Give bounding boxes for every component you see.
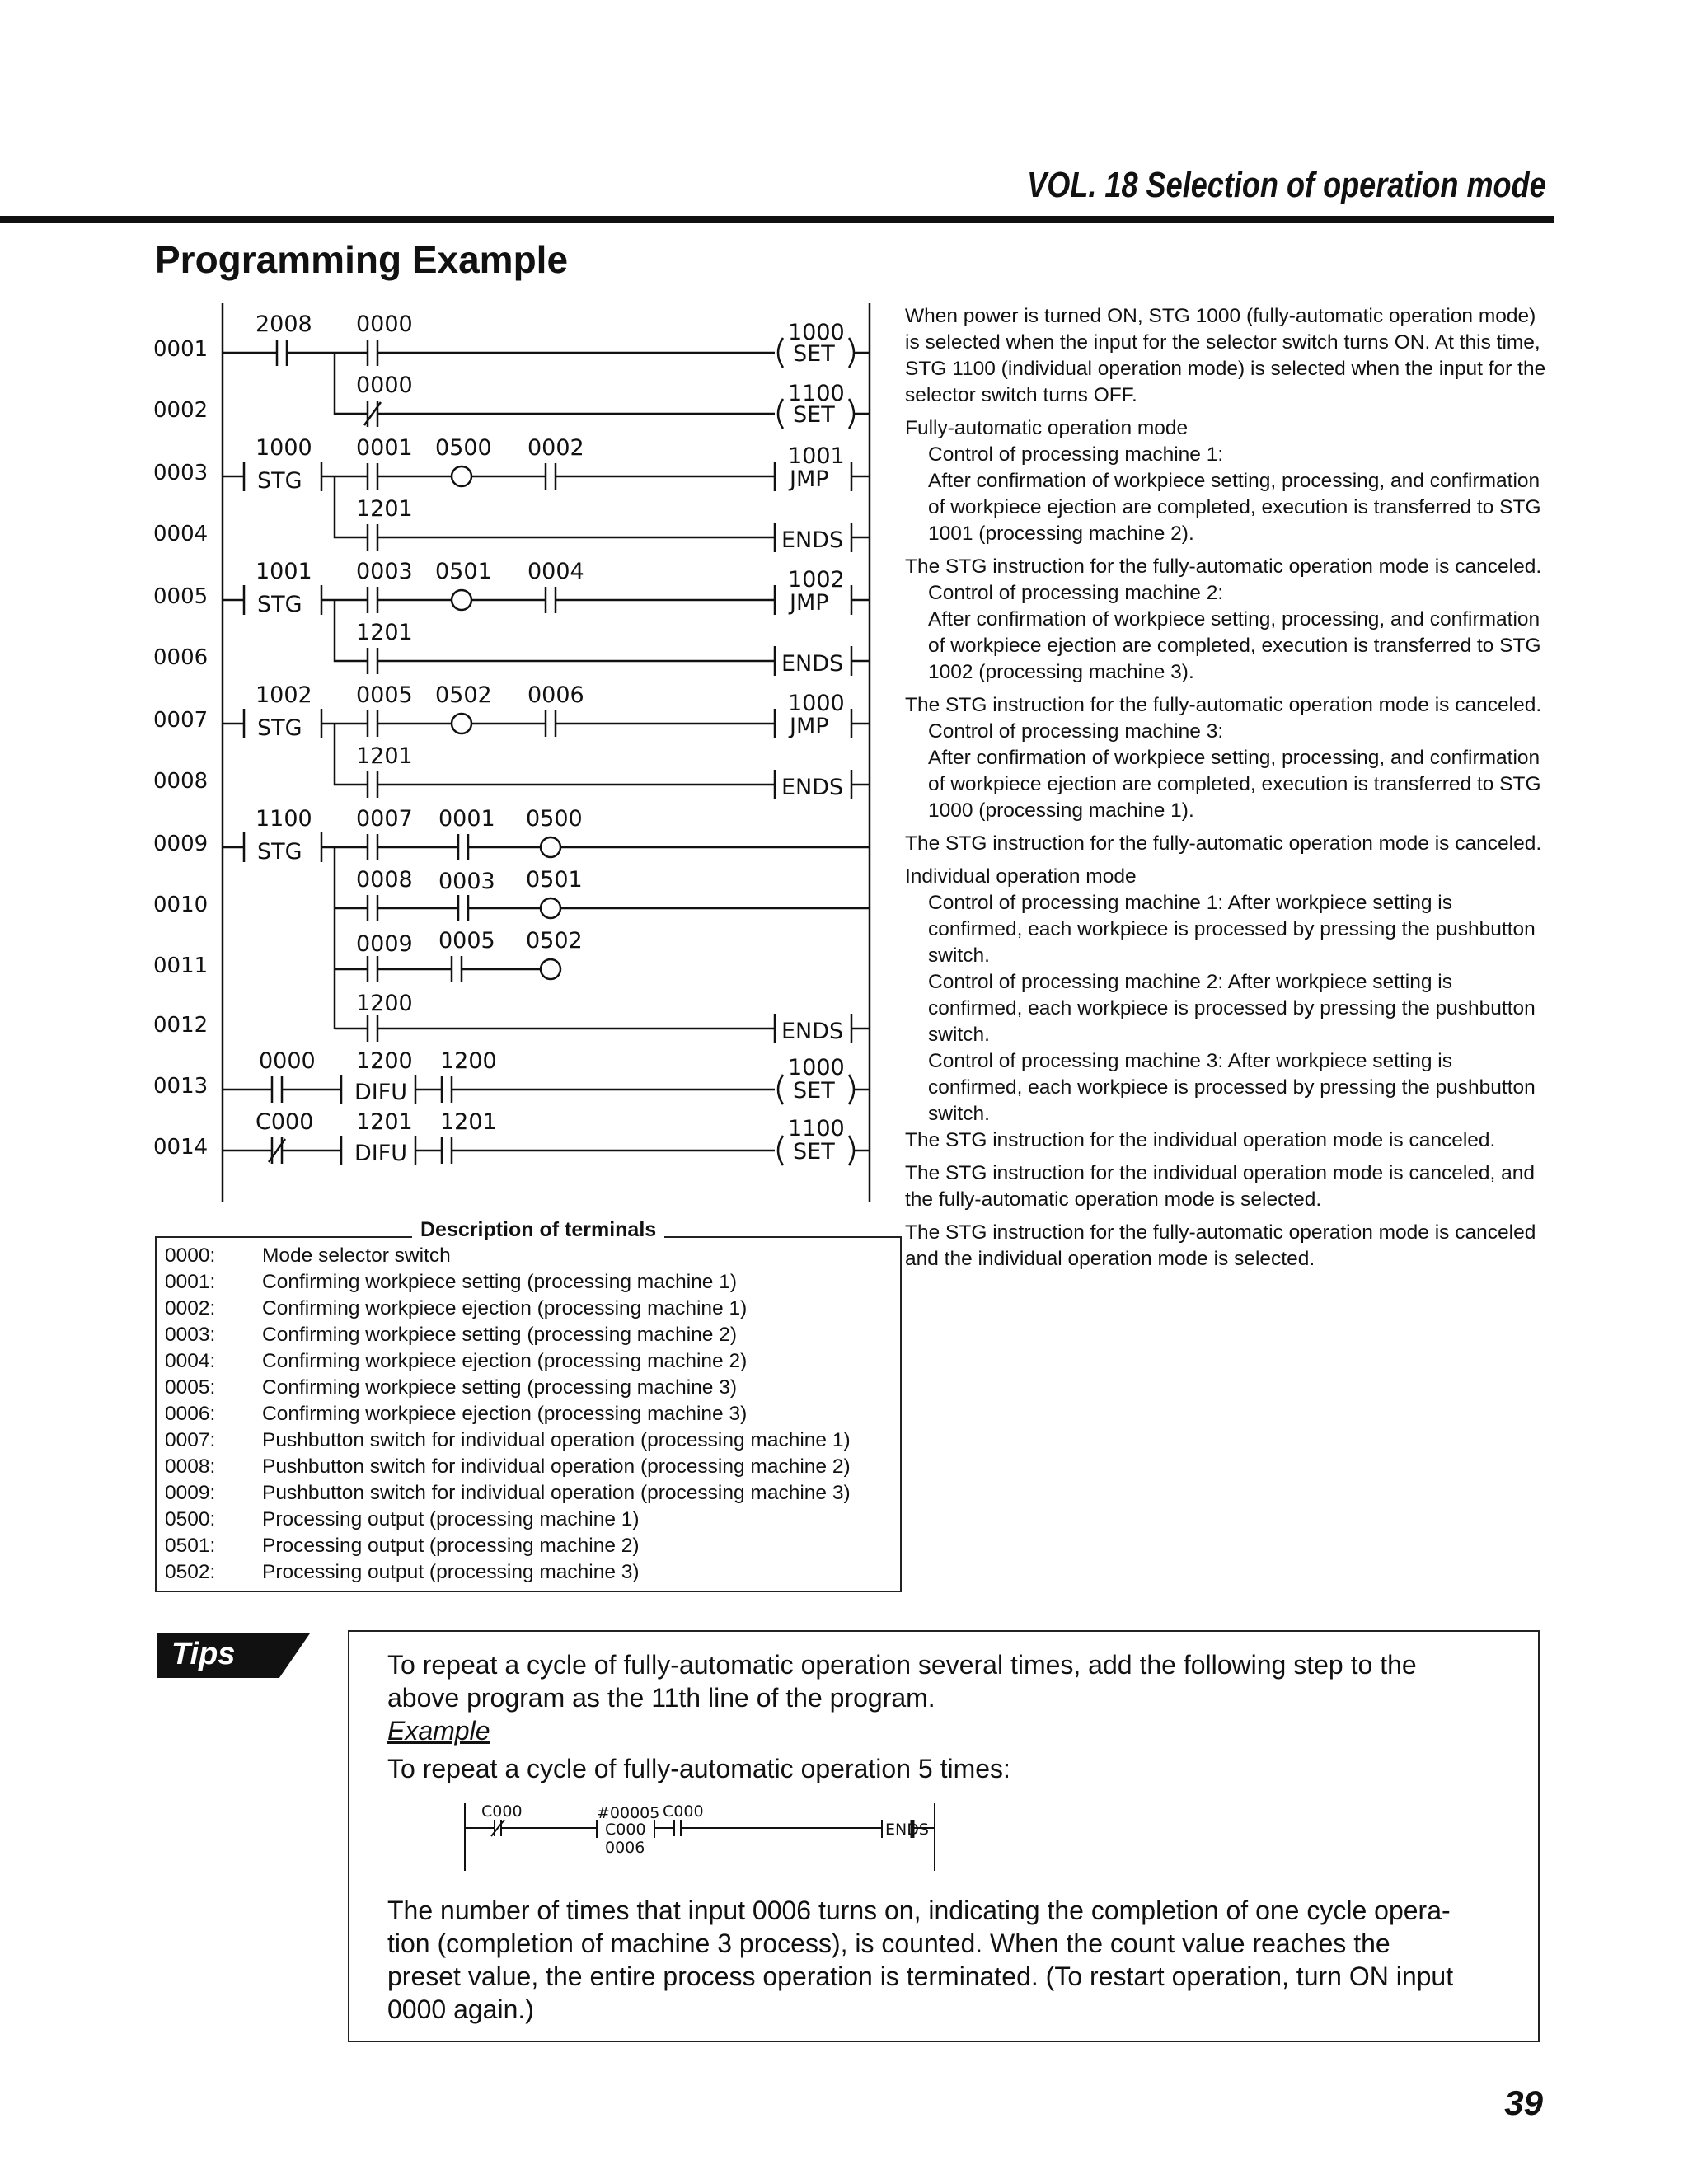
- output-instruction: JMP: [790, 466, 829, 492]
- explanation-text: Fully-automatic operation mode: [905, 417, 1189, 439]
- output-instruction: SET: [793, 1139, 835, 1165]
- tips-text: To repeat a cycle of fully-automatic operation 5 times:: [387, 1754, 1010, 1783]
- output-instruction: JMP: [790, 714, 829, 739]
- contact-label: 0007: [356, 806, 413, 832]
- terminal-desc: Pushbutton switch for individual operation (processing machine 3): [262, 1482, 851, 1504]
- coil-label: 0501: [526, 867, 583, 893]
- line-number: 0014: [153, 1135, 209, 1160]
- explanation-text: The STG instruction for the fully-automatic operation mode is canceled.: [905, 832, 1542, 855]
- contact-label: 0006: [528, 682, 584, 708]
- contact-label: 1200: [440, 1048, 497, 1074]
- stg-label: STG: [257, 592, 302, 617]
- line-number: 0010: [153, 893, 209, 917]
- terminal-row: [165, 1561, 640, 1584]
- terminal-code: 0500:: [165, 1508, 216, 1530]
- terminal-row: [165, 1244, 451, 1268]
- line-number: 0005: [153, 584, 209, 609]
- terminal-code: 0007:: [165, 1429, 216, 1451]
- contact-label: 0005: [438, 928, 495, 954]
- terminal-row: [165, 1350, 747, 1373]
- contact-label: 1201: [356, 496, 413, 522]
- terminal-code: 0008:: [165, 1455, 216, 1478]
- explanation-text: The STG instruction for the fully-automatic operation mode is canceled.: [905, 555, 1542, 578]
- contact-label: 1201: [440, 1109, 497, 1135]
- terminal-code: 0001:: [165, 1271, 216, 1293]
- terminal-desc: Confirming workpiece ejection (processing machine 2): [262, 1350, 748, 1372]
- contact-label: 0009: [356, 931, 413, 957]
- terminal-row: [165, 1376, 737, 1399]
- contact-label: 0001: [356, 435, 413, 461]
- ladder-diagram: [0, 0, 907, 1220]
- tips-counter-input: 0006: [605, 1839, 645, 1857]
- output-number: 1000: [788, 691, 845, 716]
- explanation-text: Control of processing machine 1: After workpiece setting is confirmed, each workpiece is processed by pressing the pushbutton switch.: [928, 892, 1536, 967]
- tips-contact-label: C000: [663, 1802, 704, 1821]
- contact-label: C000: [256, 1109, 314, 1135]
- line-number: 0006: [153, 645, 209, 670]
- tips-counter-preset: #00005: [597, 1804, 660, 1822]
- contact-label: 1201: [356, 620, 413, 645]
- terminal-row: [165, 1482, 851, 1505]
- explanation-text: The STG instruction for the fully-automatic operation mode is canceled and the individual operation mode is selected.: [905, 1221, 1536, 1270]
- contact-label: 0002: [528, 435, 584, 461]
- coil-label: 0500: [435, 435, 492, 461]
- explanation-text: Individual operation mode: [905, 865, 1137, 888]
- explanation-text: When power is turned ON, STG 1000 (fully-automatic operation mode) is selected when the input for the selector switch turns ON. At this time, STG 1100 (individual operation mode) is selected when the input for the selector switch turns OFF.: [905, 305, 1546, 406]
- line-number: 0013: [153, 1074, 209, 1099]
- explanation-text: Control of processing machine 2: After workpiece setting is confirmed, each workpiece is processed by pressing the pushbutton switch.: [928, 971, 1536, 1046]
- tips-label: Tips: [171, 1637, 236, 1671]
- terminal-desc: Processing output (processing machine 2): [262, 1535, 640, 1557]
- line-number: 0012: [153, 1013, 209, 1038]
- terminal-row: [165, 1403, 747, 1426]
- stg-label: STG: [257, 468, 302, 494]
- line-number: 0002: [153, 398, 209, 423]
- contact-label: 0000: [356, 312, 413, 337]
- stg-number: 1000: [256, 435, 312, 461]
- contact-label: 0005: [356, 682, 413, 708]
- line-number: 0009: [153, 832, 209, 856]
- tips-text: tion (completion of machine 3 process), is counted. When the count value reaches the: [387, 1929, 1390, 1958]
- page-number: 39: [1504, 2083, 1543, 2122]
- explanation-column: [905, 303, 1548, 1279]
- contact-label: 0001: [438, 806, 495, 832]
- terminal-row: [165, 1535, 640, 1558]
- terminal-code: 0009:: [165, 1482, 216, 1504]
- contact-label: 0003: [438, 869, 495, 894]
- output-number: 1000: [788, 320, 845, 345]
- terminal-code: 0501:: [165, 1535, 216, 1557]
- coil-label: 0502: [435, 682, 492, 708]
- output-number: 1100: [788, 381, 845, 406]
- contact-label: 0008: [356, 867, 413, 893]
- terminal-desc: Pushbutton switch for individual operation (processing machine 1): [262, 1429, 851, 1451]
- terminal-row: [165, 1297, 747, 1320]
- explanation-text: After confirmation of workpiece setting, processing, and confirmation of workpiece ejection are completed, execution is transferred to STG 1001 (processing machine 2).: [928, 470, 1541, 545]
- terminal-desc: Processing output (processing machine 3): [262, 1561, 640, 1583]
- terminal-desc: Processing output (processing machine 1): [262, 1508, 640, 1530]
- tips-example-label: Example: [387, 1716, 490, 1746]
- section-title: Programming Example: [155, 238, 569, 281]
- output-instruction: ENDS: [781, 651, 844, 677]
- output-instruction: ENDS: [781, 1019, 844, 1044]
- terminal-row: [165, 1429, 851, 1452]
- difu-label: DIFU: [354, 1141, 408, 1166]
- terminal-row: [165, 1508, 640, 1531]
- output-number: 1002: [788, 567, 845, 593]
- tips-contact-label: C000: [481, 1802, 523, 1821]
- tips-text: 0000 again.): [387, 1994, 534, 2024]
- terminals-title: Description of terminals: [412, 1218, 664, 1242]
- explanation-text: The STG instruction for the individual operation mode is canceled, and the fully-automatic operation mode is selected.: [905, 1162, 1536, 1211]
- line-number: 0011: [153, 954, 209, 978]
- explanation-text: Control of processing machine 3: After workpiece setting is confirmed, each workpiece is processed by pressing the pushbutton switch.: [928, 1050, 1536, 1125]
- contact-label: 0003: [356, 559, 413, 584]
- line-numbers: [153, 337, 208, 1160]
- stg-number: 1002: [256, 682, 312, 708]
- tips-counter-label: C000: [605, 1821, 646, 1839]
- tips-text: above program as the 11th line of the program.: [387, 1683, 935, 1713]
- contact-label: 0000: [356, 373, 413, 398]
- contact-label: 1200: [356, 991, 413, 1016]
- terminal-row: [165, 1271, 737, 1294]
- explanation-text: Control of processing machine 3:: [928, 720, 1224, 743]
- terminal-code: 0003:: [165, 1324, 216, 1346]
- coil-label: 0500: [526, 806, 583, 832]
- stg-label: STG: [257, 715, 302, 741]
- output-number: 1001: [788, 443, 845, 469]
- header-title: VOL. 18 Selection of operation mode: [1027, 165, 1546, 205]
- terminal-desc: Pushbutton switch for individual operation (processing machine 2): [262, 1455, 851, 1478]
- terminal-code: 0006:: [165, 1403, 216, 1425]
- output-instruction: SET: [793, 341, 835, 367]
- tips-text: To repeat a cycle of fully-automatic operation several times, add the following step to the: [387, 1650, 1417, 1680]
- coil-label: 0502: [526, 928, 583, 954]
- explanation-text: After confirmation of workpiece setting, processing, and confirmation of workpiece ejection are completed, execution is transferred to STG 1000 (processing machine 1).: [928, 747, 1541, 822]
- terminal-code: 0005:: [165, 1376, 216, 1399]
- explanation-text: The STG instruction for the fully-automatic operation mode is canceled.: [905, 694, 1542, 716]
- output-instruction: ENDS: [781, 527, 844, 553]
- output-instruction: SET: [793, 402, 835, 428]
- output-instruction: JMP: [790, 590, 829, 616]
- contact-label: 1201: [356, 743, 413, 769]
- terminal-code: 0002:: [165, 1297, 216, 1319]
- difu-number: 1200: [356, 1048, 413, 1074]
- stg-label: STG: [257, 839, 302, 865]
- terminal-desc: Confirming workpiece setting (processing machine 2): [262, 1324, 738, 1346]
- output-instruction: SET: [793, 1078, 835, 1104]
- tips-output-instruction: ENDS: [885, 1821, 929, 1839]
- output-instruction: ENDS: [781, 775, 844, 800]
- difu-label: DIFU: [354, 1080, 408, 1105]
- output-number: 1000: [788, 1055, 845, 1080]
- terminal-row: [165, 1455, 851, 1479]
- contact-label: 2008: [256, 312, 312, 337]
- tips-box: [348, 1630, 1540, 2042]
- tips-text: preset value, the entire process operation is terminated. (To restart operation, turn ON input: [387, 1961, 1454, 1991]
- terminal-code: 0000:: [165, 1244, 216, 1267]
- line-number: 0007: [153, 708, 209, 733]
- terminals-box: [155, 1236, 902, 1592]
- output-number: 1100: [788, 1116, 845, 1141]
- stg-number: 1100: [256, 806, 312, 832]
- line-number: 0004: [153, 522, 209, 546]
- contact-label: 0000: [259, 1048, 316, 1074]
- tips-ladder-diagram: [457, 1795, 1281, 1877]
- terminal-code: 0004:: [165, 1350, 216, 1372]
- difu-number: 1201: [356, 1109, 413, 1135]
- terminal-desc: Mode selector switch: [262, 1244, 451, 1267]
- terminal-desc: Confirming workpiece setting (processing machine 3): [262, 1376, 738, 1399]
- stg-number: 1001: [256, 559, 312, 584]
- explanation-text: Control of processing machine 1:: [928, 443, 1224, 466]
- explanation-text: Control of processing machine 2:: [928, 582, 1224, 604]
- terminal-row: [165, 1324, 737, 1347]
- line-number: 0008: [153, 769, 209, 794]
- line-number: 0001: [153, 337, 209, 362]
- terminal-desc: Confirming workpiece ejection (processing machine 3): [262, 1403, 748, 1425]
- line-number: 0003: [153, 461, 209, 485]
- tips-text: The number of times that input 0006 turns on, indicating the completion of one cycle opera-: [387, 1896, 1451, 1925]
- terminal-code: 0502:: [165, 1561, 216, 1583]
- explanation-text: The STG instruction for the individual operation mode is canceled.: [905, 1129, 1496, 1151]
- explanation-text: After confirmation of workpiece setting, processing, and confirmation of workpiece ejection are completed, execution is transferred to STG 1002 (processing machine 3).: [928, 608, 1541, 683]
- ladder-labels: [256, 312, 845, 1166]
- terminal-desc: Confirming workpiece setting (processing machine 1): [262, 1271, 738, 1293]
- coil-label: 0501: [435, 559, 492, 584]
- terminal-desc: Confirming workpiece ejection (processing machine 1): [262, 1297, 748, 1319]
- contact-label: 0004: [528, 559, 584, 584]
